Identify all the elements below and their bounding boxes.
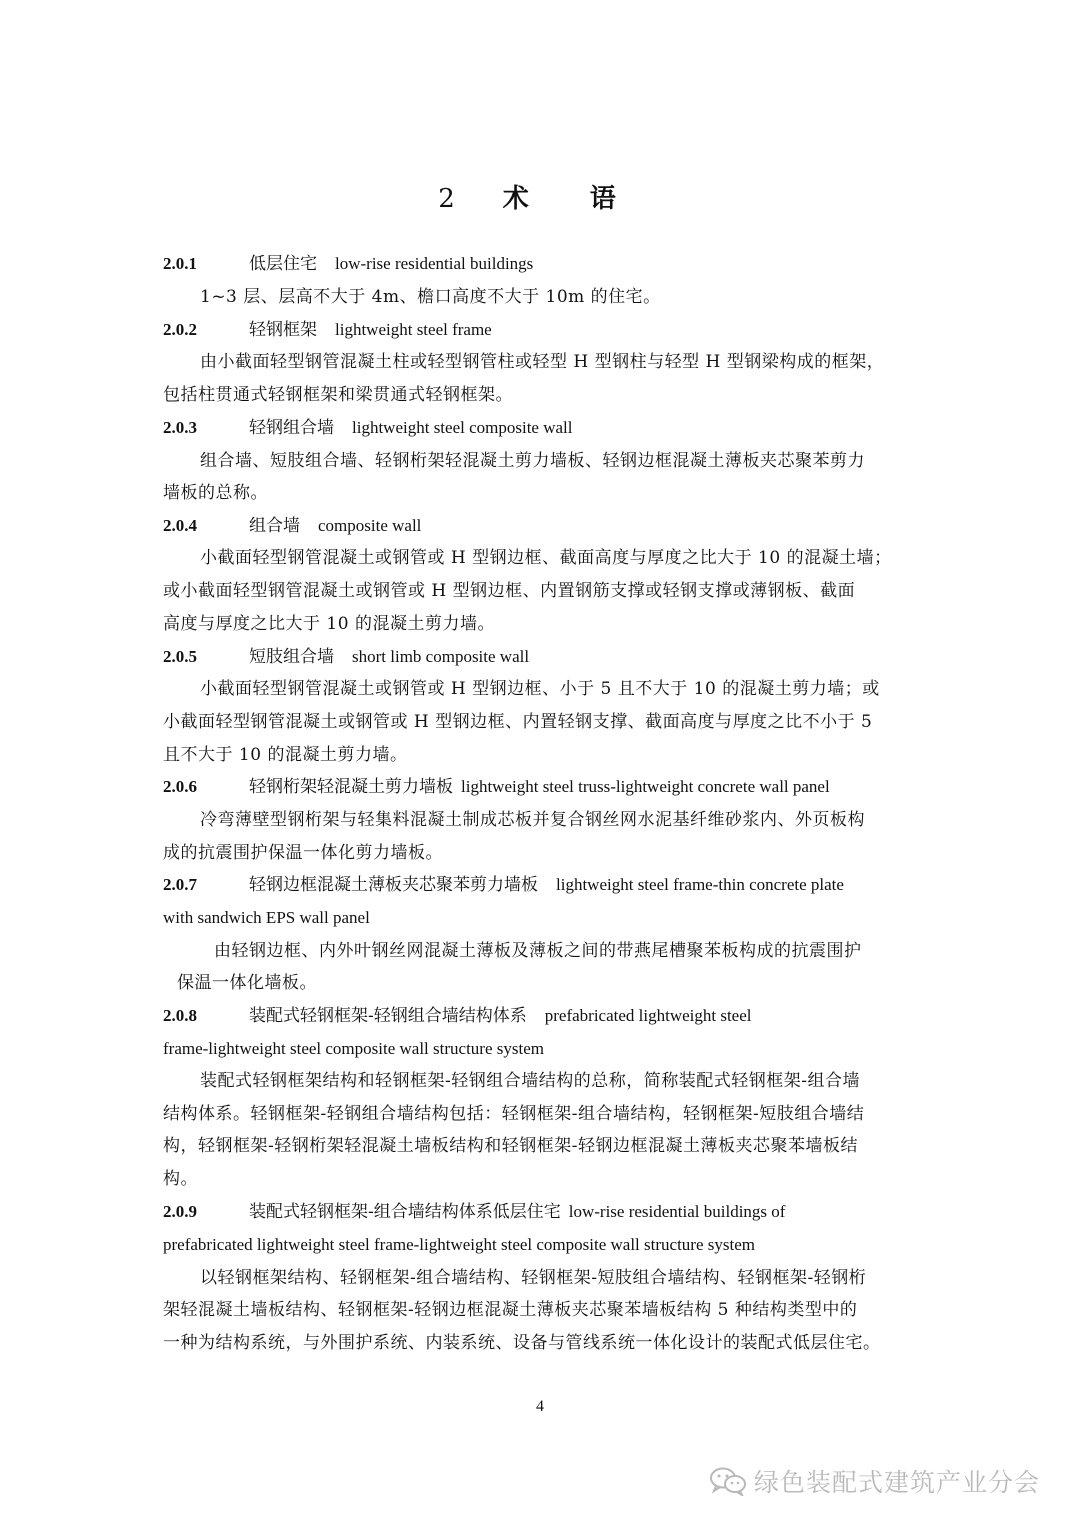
term-heading: [163, 318, 492, 342]
term-definition-line: 1~3 层、层高不大于 4m、檐口高度不大于 10m 的住宅。: [200, 287, 661, 307]
term-number: 2.0.1: [163, 254, 197, 273]
term-chinese: 装配式轻钢框架-组合墙结构体系低层住宅: [249, 1202, 561, 1222]
chapter-name: 术 语: [502, 184, 642, 214]
term-english: lightweight steel truss-lightweight concrete wall panel: [461, 777, 830, 796]
term-definition-line: 以轻钢框架结构、轻钢框架-组合墙结构、轻钢框架-短肢组合墙结构、轻钢框架-轻钢桁: [200, 1268, 867, 1288]
chapter-title: [0, 178, 1080, 215]
term-english: low-rise residential buildings of: [568, 1202, 786, 1221]
term-number: 2.0.3: [163, 418, 197, 437]
term-definition-line: 冷弯薄壁型钢桁架与轻集料混凝土制成芯板并复合钢丝网水泥基纤维砂浆内、外页板构: [200, 810, 865, 830]
term-definition-line: 且不大于 10 的混凝土剪力墙。: [163, 745, 408, 765]
term-chinese: 低层住宅: [249, 254, 317, 274]
chapter-number: 2: [438, 184, 457, 214]
term-chinese: 轻钢桁架轻混凝土剪力墙板: [249, 777, 453, 797]
term-definition-line: 保温一体化墙板。: [177, 973, 317, 993]
term-definition-line: 包括柱贯通式轻钢框架和梁贯通式轻钢框架。: [163, 385, 513, 405]
term-definition-line: 墙板的总称。: [163, 483, 268, 503]
term-definition-line: 组合墙、短肢组合墙、轻钢桁架轻混凝土剪力墙板、轻钢边框混凝土薄板夹芯聚苯剪力: [200, 451, 865, 471]
term-heading: [163, 416, 573, 440]
term-definition-line: 装配式轻钢框架结构和轻钢框架-轻钢组合墙结构的总称，简称装配式轻钢框架-组合墙: [200, 1071, 860, 1091]
term-chinese: 轻钢框架: [249, 320, 317, 340]
term-number: 2.0.8: [163, 1006, 197, 1025]
term-chinese: 轻钢组合墙: [249, 418, 334, 438]
term-heading: [163, 252, 533, 276]
term-heading: [163, 775, 830, 799]
term-chinese: 轻钢边框混凝土薄板夹芯聚苯剪力墙板: [249, 875, 538, 895]
term-number: 2.0.9: [163, 1202, 197, 1221]
term-definition-line: 高度与厚度之比大于 10 的混凝土剪力墙。: [163, 614, 495, 634]
term-definition-line: 由小截面轻型钢管混凝土柱或轻型钢管柱或轻型 H 型钢柱与轻型 H 型钢梁构成的框架，: [200, 352, 885, 372]
term-definition-line: 由轻钢边框、内外叶钢丝网混凝土薄板及薄板之间的带燕尾槽聚苯板构成的抗震围护: [214, 941, 862, 961]
term-number: 2.0.7: [163, 875, 197, 894]
term-english: lightweight steel composite wall: [352, 418, 573, 437]
term-definition-line: 小截面轻型钢管混凝土或钢管或 H 型钢边框、小于 5 且不大于 10 的混凝土剪力墙；或: [200, 679, 880, 699]
term-definition-line: 或小截面轻型钢管混凝土或钢管或 H 型钢边框、内置钢筋支撑或轻钢支撑或薄钢板、截面: [163, 581, 856, 601]
term-english: composite wall: [318, 516, 422, 535]
term-definition-line: 构。: [163, 1169, 198, 1189]
term-number: 2.0.4: [163, 516, 197, 535]
term-heading: [163, 1004, 752, 1028]
term-number: 2.0.2: [163, 320, 197, 339]
watermark: [708, 1461, 1040, 1501]
wechat-icon: [708, 1466, 748, 1496]
term-chinese: 装配式轻钢框架-轻钢组合墙结构体系: [249, 1006, 527, 1026]
term-english-continued: [163, 1037, 544, 1061]
term-definition-line: 成的抗震围护保温一体化剪力墙板。: [163, 843, 443, 863]
term-heading: [163, 1200, 785, 1224]
page-number: 4: [536, 1398, 544, 1415]
term-number: 2.0.5: [163, 647, 197, 666]
term-heading: [163, 873, 844, 897]
term-english: lightweight steel frame-thin concrete plate: [556, 875, 844, 894]
term-definition-line: 架轻混凝土墙板结构、轻钢框架-轻钢边框混凝土薄板夹芯聚苯墙板结构 5 种结构类型中的: [163, 1300, 858, 1320]
term-definition-line: 结构体系。轻钢框架-轻钢组合墙结构包括：轻钢框架-组合墙结构，轻钢框架-短肢组合墙结: [163, 1104, 865, 1124]
term-definition-line: 小截面轻型钢管混凝土或钢管或 H 型钢边框、内置轻钢支撑、截面高度与厚度之比不小于 5: [163, 712, 873, 732]
term-english: with sandwich EPS wall panel: [163, 908, 370, 927]
term-english: frame-lightweight steel composite wall structure system: [163, 1039, 544, 1058]
term-chinese: 短肢组合墙: [249, 647, 334, 667]
term-heading: [163, 514, 421, 538]
term-english: lightweight steel frame: [335, 320, 492, 339]
term-definition-line: 小截面轻型钢管混凝土或钢管或 H 型钢边框、截面高度与厚度之比大于 10 的混凝土墙；: [200, 548, 892, 568]
term-definition-line: 构，轻钢框架-轻钢桁架轻混凝土墙板结构和轻钢框架-轻钢边框混凝土薄板夹芯聚苯墙板结: [163, 1136, 858, 1156]
term-heading: [163, 645, 529, 669]
term-english: prefabricated lightweight steel: [544, 1006, 752, 1025]
term-definition-line: 一种为结构系统，与外围护系统、内装系统、设备与管线系统一体化设计的装配式低层住宅。: [163, 1333, 881, 1353]
term-english-continued: [163, 906, 370, 930]
term-english-continued: [163, 1233, 755, 1257]
term-english: prefabricated lightweight steel frame-lightweight steel composite wall structure system: [163, 1235, 755, 1254]
watermark-text: 绿色装配式建筑产业分会: [754, 1468, 1041, 1497]
term-english: low-rise residential buildings: [335, 254, 534, 273]
term-english: short limb composite wall: [352, 647, 530, 666]
term-number: 2.0.6: [163, 777, 197, 796]
term-chinese: 组合墙: [249, 516, 300, 536]
